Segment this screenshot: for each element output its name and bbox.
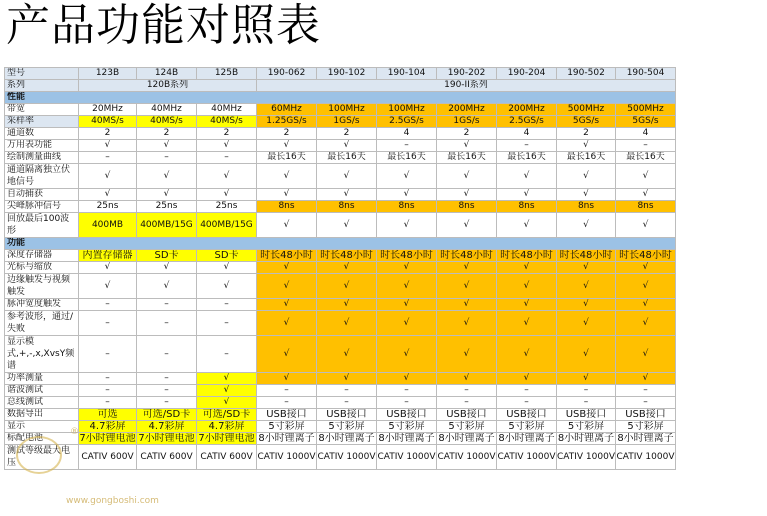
value-cell: 5GS/s xyxy=(557,116,616,128)
model-cell: 125B xyxy=(197,68,257,80)
value-cell: √ xyxy=(317,189,377,201)
value-cell: √ xyxy=(197,373,257,385)
row-pulse xyxy=(5,299,676,311)
value-cell: 7小时锂电池 xyxy=(138,433,195,444)
value-cell: √ xyxy=(557,140,616,152)
value-cell: 500MHz xyxy=(557,104,616,116)
value-cell: 时长48小时 xyxy=(557,250,616,262)
value-cell: √ xyxy=(437,189,497,201)
value-cell: √ xyxy=(317,262,377,274)
value-cell: CATIV 1000V xyxy=(317,445,377,470)
value-cell: – xyxy=(377,397,437,409)
row-safety xyxy=(5,445,676,470)
value-cell: √ xyxy=(257,299,317,311)
row-label: 绘制测量曲线 xyxy=(5,152,79,164)
model-cell: 124B xyxy=(137,68,197,80)
value-cell: CATIV 600V xyxy=(197,445,257,470)
value-cell: 25ns xyxy=(137,201,197,213)
value-cell: 7小时锂电池 xyxy=(198,433,255,444)
value-cell: √ xyxy=(437,373,497,385)
row-label: 自动捕获 xyxy=(5,189,79,201)
row-replay xyxy=(5,213,676,238)
row-label: 边缘触发与视频触发 xyxy=(5,274,79,299)
row-label: 尖峰脉冲信号 xyxy=(5,201,79,213)
value-cell: √ xyxy=(437,140,497,152)
value-cell: USB接口 xyxy=(497,409,557,421)
value-cell: 400MB/15G xyxy=(137,213,197,238)
row-edge xyxy=(5,274,676,299)
value-cell: 8小时锂离子 xyxy=(318,433,375,444)
value-cell: 4 xyxy=(377,128,437,140)
page-title: 产品功能对照表 xyxy=(6,0,321,51)
value-cell: √ xyxy=(137,274,197,299)
series-cell: 190-II系列 xyxy=(257,80,676,92)
value-cell: √ xyxy=(377,213,437,238)
value-cell: 500MHz xyxy=(616,104,676,116)
value-cell: 7小时锂电池 xyxy=(79,433,136,444)
value-cell: 200MHz xyxy=(497,104,557,116)
row-storage xyxy=(5,250,676,262)
value-cell: SD卡 xyxy=(137,250,197,262)
value-cell: √ xyxy=(197,274,257,299)
value-cell: √ xyxy=(437,164,497,189)
value-cell: 内置存储器 xyxy=(79,250,137,262)
value-cell: √ xyxy=(377,189,437,201)
value-cell: 最长16天 xyxy=(377,152,437,164)
row-label: 功率测量 xyxy=(5,373,79,385)
value-cell: – xyxy=(137,299,197,311)
value-cell: 40MS/s xyxy=(79,116,137,128)
value-cell: 2 xyxy=(557,128,616,140)
value-cell: √ xyxy=(377,262,437,274)
value-cell: 100MHz xyxy=(317,104,377,116)
value-cell: √ xyxy=(497,213,557,238)
value-cell: 2.5GS/s xyxy=(497,116,557,128)
value-cell: 8ns xyxy=(497,201,557,213)
value-cell: √ xyxy=(497,373,557,385)
value-cell: 时长48小时 xyxy=(377,250,437,262)
row-label: 采样率 xyxy=(5,116,79,128)
row-label: 系列 xyxy=(5,80,79,92)
value-cell: – xyxy=(197,311,257,336)
value-cell: – xyxy=(137,152,197,164)
value-cell: √ xyxy=(497,274,557,299)
value-cell: 8ns xyxy=(257,201,317,213)
value-cell: √ xyxy=(377,336,437,373)
value-cell: 8小时锂离子 xyxy=(498,433,555,444)
section-row xyxy=(5,238,676,250)
value-cell: √ xyxy=(197,262,257,274)
value-cell: 2 xyxy=(317,128,377,140)
value-cell: √ xyxy=(616,336,676,373)
value-cell: √ xyxy=(317,336,377,373)
value-cell: √ xyxy=(377,164,437,189)
row-label: 万用表功能 xyxy=(5,140,79,152)
value-cell: 最长16天 xyxy=(497,152,557,164)
value-cell: CATIV 1000V xyxy=(557,445,616,470)
value-cell: 时长48小时 xyxy=(257,250,317,262)
value-cell: √ xyxy=(197,140,257,152)
value-cell: 8小时锂离子 xyxy=(258,433,315,444)
value-cell: √ xyxy=(257,373,317,385)
value-cell: 8小时锂离子 xyxy=(557,433,615,444)
row-label: 数据导出 xyxy=(5,409,79,421)
row-bandwidth xyxy=(5,104,676,116)
row-label: 测试等级最大电压 xyxy=(5,445,79,470)
value-cell: 20MHz xyxy=(79,104,137,116)
value-cell: √ xyxy=(497,299,557,311)
value-cell: 5寸彩屏 xyxy=(437,421,497,433)
value-cell: √ xyxy=(79,189,137,201)
value-cell: USB接口 xyxy=(437,409,497,421)
value-cell: 2 xyxy=(137,128,197,140)
watermark-text: www.gongboshi.com xyxy=(66,496,159,506)
row-cursor xyxy=(5,262,676,274)
value-cell: USB接口 xyxy=(257,409,317,421)
model-cell: 190-062 xyxy=(257,68,317,80)
value-cell: – xyxy=(79,299,137,311)
value-cell: – xyxy=(79,152,137,164)
value-cell: √ xyxy=(197,189,257,201)
value-cell: √ xyxy=(557,189,616,201)
value-cell: √ xyxy=(257,189,317,201)
value-cell: √ xyxy=(79,140,137,152)
value-cell: – xyxy=(557,385,616,397)
row-autocapture xyxy=(5,189,676,201)
value-cell: √ xyxy=(257,262,317,274)
value-cell: 40MHz xyxy=(137,104,197,116)
value-cell: – xyxy=(137,385,197,397)
value-cell: √ xyxy=(557,164,616,189)
value-cell: √ xyxy=(437,213,497,238)
value-cell: √ xyxy=(557,373,616,385)
value-cell: 2 xyxy=(257,128,317,140)
series-row xyxy=(5,80,676,92)
value-cell: √ xyxy=(257,274,317,299)
value-cell: 25ns xyxy=(79,201,137,213)
value-cell: 可选 xyxy=(79,409,137,421)
value-cell: √ xyxy=(197,397,257,409)
value-cell: 400MB/15G xyxy=(197,213,257,238)
value-cell: – xyxy=(79,385,137,397)
value-cell: √ xyxy=(557,213,616,238)
value-cell: 时长48小时 xyxy=(497,250,557,262)
value-cell: – xyxy=(197,336,257,373)
value-cell: √ xyxy=(557,311,616,336)
row-label: 标配电池 xyxy=(5,433,79,445)
row-label: 带宽 xyxy=(5,104,79,116)
value-cell: 2 xyxy=(79,128,137,140)
model-cell: 123B xyxy=(79,68,137,80)
value-cell: – xyxy=(616,385,676,397)
value-cell: 25ns xyxy=(197,201,257,213)
value-cell: – xyxy=(377,385,437,397)
value-cell: 5寸彩屏 xyxy=(557,421,616,433)
value-cell: √ xyxy=(79,262,137,274)
value-cell: 最长16天 xyxy=(557,152,616,164)
value-cell: √ xyxy=(377,311,437,336)
value-cell: √ xyxy=(257,213,317,238)
value-cell: 4 xyxy=(616,128,676,140)
value-cell: √ xyxy=(257,336,317,373)
value-cell: √ xyxy=(497,336,557,373)
value-cell: – xyxy=(79,311,137,336)
value-cell: CATIV 1000V xyxy=(497,445,557,470)
row-label: 显示模式,+,-,x,XvsY频谱 xyxy=(5,336,79,373)
value-cell: – xyxy=(137,311,197,336)
value-cell: 2 xyxy=(437,128,497,140)
value-cell: CATIV 600V xyxy=(137,445,197,470)
row-label: 回放最后100波形 xyxy=(5,213,79,238)
value-cell: 5寸彩屏 xyxy=(377,421,437,433)
value-cell: √ xyxy=(317,164,377,189)
value-cell: √ xyxy=(557,336,616,373)
row-label: 深度存储器 xyxy=(5,250,79,262)
row-label: 总线测试 xyxy=(5,397,79,409)
value-cell: 8ns xyxy=(377,201,437,213)
value-cell: 8小时锂离子 xyxy=(438,433,495,444)
value-cell: – xyxy=(616,397,676,409)
value-cell: – xyxy=(257,397,317,409)
value-cell: √ xyxy=(197,164,257,189)
row-reference xyxy=(5,311,676,336)
value-cell: – xyxy=(197,299,257,311)
row-label: 通道数 xyxy=(5,128,79,140)
value-cell: – xyxy=(317,397,377,409)
value-cell: 8ns xyxy=(437,201,497,213)
value-cell: 4.7彩屏 xyxy=(197,421,257,433)
value-cell: √ xyxy=(437,311,497,336)
section-row xyxy=(5,92,676,104)
model-cell: 190-202 xyxy=(437,68,497,80)
row-sample-rate xyxy=(5,116,676,128)
value-cell: USB接口 xyxy=(317,409,377,421)
value-cell: CATIV 600V xyxy=(79,445,137,470)
value-cell: – xyxy=(377,140,437,152)
value-cell: 5寸彩屏 xyxy=(317,421,377,433)
value-cell: √ xyxy=(616,274,676,299)
model-row xyxy=(5,68,676,80)
value-cell: √ xyxy=(616,189,676,201)
value-cell: √ xyxy=(79,274,137,299)
value-cell: √ xyxy=(137,262,197,274)
value-cell: CATIV 1000V xyxy=(377,445,437,470)
value-cell: – xyxy=(79,373,137,385)
value-cell: 8ns xyxy=(616,201,676,213)
row-multimeter xyxy=(5,140,676,152)
section-title: 性能 xyxy=(5,92,676,104)
value-cell: 可选/SD卡 xyxy=(137,409,197,421)
value-cell: – xyxy=(257,385,317,397)
value-cell: √ xyxy=(497,189,557,201)
value-cell: √ xyxy=(137,140,197,152)
value-cell: – xyxy=(497,397,557,409)
model-cell: 190-102 xyxy=(317,68,377,80)
value-cell: √ xyxy=(557,262,616,274)
row-label: 光标与缩放 xyxy=(5,262,79,274)
value-cell: 8小时锂离子 xyxy=(378,433,435,444)
watermark-mark: ® xyxy=(70,427,79,437)
value-cell: – xyxy=(437,385,497,397)
value-cell: – xyxy=(197,152,257,164)
value-cell: – xyxy=(137,397,197,409)
value-cell: – xyxy=(79,336,137,373)
model-cell: 190-502 xyxy=(557,68,616,80)
value-cell: 最长16天 xyxy=(437,152,497,164)
value-cell: 5寸彩屏 xyxy=(616,421,676,433)
row-label: 谐波测试 xyxy=(5,385,79,397)
value-cell: 2.5GS/s xyxy=(377,116,437,128)
value-cell: 时长48小时 xyxy=(616,250,676,262)
row-bus xyxy=(5,397,676,409)
value-cell: 可选/SD卡 xyxy=(197,409,257,421)
value-cell: √ xyxy=(257,140,317,152)
value-cell: 2 xyxy=(197,128,257,140)
value-cell: 时长48小时 xyxy=(317,250,377,262)
value-cell: 400MB xyxy=(79,213,137,238)
value-cell: 40MS/s xyxy=(197,116,257,128)
row-channels xyxy=(5,128,676,140)
model-cell: 190-504 xyxy=(616,68,676,80)
value-cell: √ xyxy=(317,274,377,299)
value-cell: √ xyxy=(79,164,137,189)
value-cell: √ xyxy=(437,299,497,311)
value-cell: – xyxy=(137,373,197,385)
value-cell: √ xyxy=(317,140,377,152)
value-cell: √ xyxy=(317,299,377,311)
value-cell: √ xyxy=(377,299,437,311)
value-cell: CATIV 1000V xyxy=(257,445,317,470)
value-cell: √ xyxy=(557,274,616,299)
value-cell: √ xyxy=(317,213,377,238)
value-cell: √ xyxy=(616,299,676,311)
value-cell: 4.7彩屏 xyxy=(79,421,137,433)
value-cell: 8ns xyxy=(557,201,616,213)
value-cell: √ xyxy=(616,373,676,385)
value-cell: 8ns xyxy=(317,201,377,213)
value-cell: 8小时锂离子 xyxy=(617,433,674,444)
value-cell: 200MHz xyxy=(437,104,497,116)
value-cell: √ xyxy=(377,373,437,385)
value-cell: √ xyxy=(437,274,497,299)
value-cell: √ xyxy=(497,262,557,274)
row-label: 显示 xyxy=(5,421,79,433)
value-cell: 最长16天 xyxy=(257,152,317,164)
row-harmonic xyxy=(5,385,676,397)
section-title: 功能 xyxy=(5,238,676,250)
value-cell: √ xyxy=(616,262,676,274)
value-cell: √ xyxy=(137,164,197,189)
value-cell: – xyxy=(557,397,616,409)
value-cell: USB接口 xyxy=(557,409,616,421)
comparison-table xyxy=(4,67,676,470)
value-cell: √ xyxy=(377,274,437,299)
row-screen xyxy=(5,421,676,433)
row-display xyxy=(5,336,676,373)
value-cell: – xyxy=(79,397,137,409)
value-cell: √ xyxy=(197,385,257,397)
value-cell: 100MHz xyxy=(377,104,437,116)
value-cell: √ xyxy=(497,311,557,336)
value-cell: USB接口 xyxy=(616,409,676,421)
value-cell: 最长16天 xyxy=(616,152,676,164)
value-cell: √ xyxy=(616,213,676,238)
row-label: 型号 xyxy=(5,68,79,80)
row-battery xyxy=(5,433,676,445)
value-cell: √ xyxy=(616,164,676,189)
value-cell: CATIV 1000V xyxy=(437,445,497,470)
value-cell: 1GS/s xyxy=(437,116,497,128)
value-cell: √ xyxy=(437,336,497,373)
value-cell: √ xyxy=(317,373,377,385)
value-cell: 60MHz xyxy=(257,104,317,116)
value-cell: 5寸彩屏 xyxy=(497,421,557,433)
row-label: 脉冲宽度触发 xyxy=(5,299,79,311)
series-cell: 120B系列 xyxy=(79,80,257,92)
value-cell: √ xyxy=(437,262,497,274)
value-cell: 时长48小时 xyxy=(437,250,497,262)
model-cell: 190-204 xyxy=(497,68,557,80)
value-cell: √ xyxy=(497,164,557,189)
value-cell: 4.7彩屏 xyxy=(137,421,197,433)
value-cell: √ xyxy=(257,164,317,189)
value-cell: 40MHz xyxy=(197,104,257,116)
row-label: 通道隔离独立伏地信号 xyxy=(5,164,79,189)
value-cell: √ xyxy=(257,311,317,336)
value-cell: 1GS/s xyxy=(317,116,377,128)
value-cell: – xyxy=(137,336,197,373)
model-cell: 190-104 xyxy=(377,68,437,80)
row-power xyxy=(5,373,676,385)
value-cell: CATIV 1000V xyxy=(616,445,676,470)
value-cell: 4 xyxy=(497,128,557,140)
row-isolated xyxy=(5,164,676,189)
row-recorder xyxy=(5,152,676,164)
value-cell: – xyxy=(497,140,557,152)
value-cell: 5寸彩屏 xyxy=(257,421,317,433)
value-cell: 1.25GS/s xyxy=(257,116,317,128)
value-cell: √ xyxy=(317,311,377,336)
watermark-logo xyxy=(16,436,62,474)
row-label: 参考波形，通过/失败 xyxy=(5,311,79,336)
row-data xyxy=(5,409,676,421)
value-cell: – xyxy=(317,385,377,397)
value-cell: √ xyxy=(616,311,676,336)
value-cell: √ xyxy=(557,299,616,311)
value-cell: √ xyxy=(137,189,197,201)
value-cell: 5GS/s xyxy=(616,116,676,128)
value-cell: – xyxy=(497,385,557,397)
row-spike xyxy=(5,201,676,213)
value-cell: 最长16天 xyxy=(317,152,377,164)
value-cell: USB接口 xyxy=(377,409,437,421)
value-cell: 40MS/s xyxy=(137,116,197,128)
value-cell: SD卡 xyxy=(197,250,257,262)
value-cell: – xyxy=(616,140,676,152)
value-cell: – xyxy=(437,397,497,409)
